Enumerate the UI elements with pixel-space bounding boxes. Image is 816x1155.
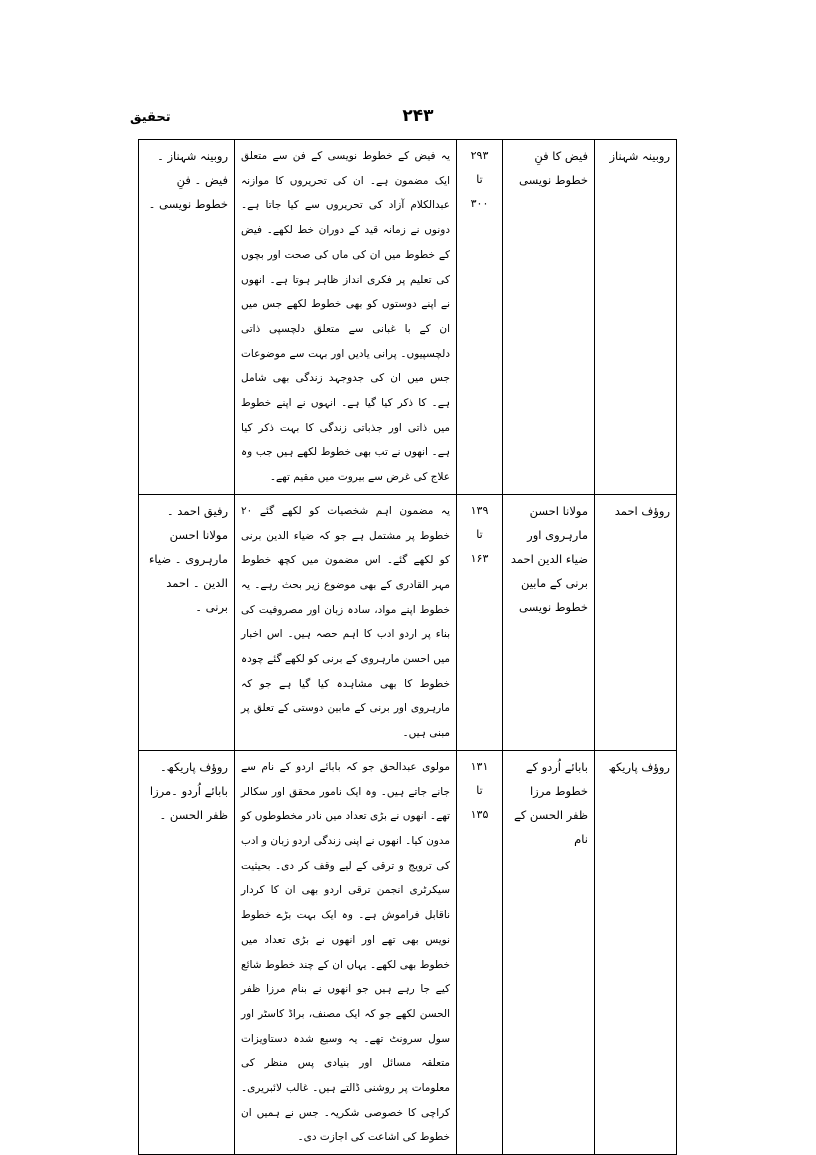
article-title-cell: بابائے اُردو کے خطوط مرزا ظفر الحسن کے نام [503, 750, 595, 1154]
keywords-cell: رفیق احمد ۔ مولانا احسن مارہروی ۔ ضیاء الدین ۔ احمد برنی ۔ [139, 494, 235, 750]
author-cell: روؤف احمد [595, 494, 677, 750]
page-from: ۱۳۱ [470, 759, 489, 773]
page-from: ۲۹۳ [470, 149, 489, 162]
abstract-cell: یہ فیض کے خطوط نویسی کے فن سے متعلق ایک مضمون ہے۔ ان کی تحریروں کا موازنہ عبدالکلام آزاد کی تحریروں سے کیا جاتا ہے۔ دونوں نے زمانہ قید کے دوران خط لکھے۔ فیض کے خطوط میں ان کی ماں کی صحت اور بچوں کی تعلیم پر فکری انداز ظاہر ہوتا ہے۔ انھوں نے اپنے دوستوں کو بھی خطوط لکھے جس میں ان کے با غبانی سے متعلق دلچسپی ذاتی دلچسپیوں۔ پرانی یادیں اور بہت سے موضوعات جس میں ان کی جدوجہد زندگی بھی شامل ہے۔ کا ذکر کیا گیا ہے۔ انہوں نے اپنے خطوط میں ذاتی اور جذباتی زندگی کا بہت ذکر کیا ہے۔ انھوں نے تب بھی خطوط لکھے ہیں جب وہ علاج کی غرض سے بیروت میں مقیم تھے۔ [235, 140, 457, 495]
keywords-cell: روبینہ شہناز ۔فیض ۔ فنِ خطوط نویسی ۔ [139, 140, 235, 495]
pages-cell [457, 750, 503, 1154]
page-from: ۱۳۹ [470, 503, 489, 517]
page-number: ۲۴۳ [402, 106, 434, 126]
keywords-cell: روؤف پاریکھ۔ بابائے اُردو ۔مرزا ظفر الحسن ۔ [139, 750, 235, 1154]
author-cell: روبینہ شہناز [595, 140, 677, 495]
author-cell: روؤف پاریکھ [595, 750, 677, 1154]
page-to: ۱۶۳ [470, 551, 489, 565]
table-row [139, 494, 677, 750]
page-to-label: تا [476, 783, 483, 797]
abstract-cell: یہ مضمون اہم شخصیات کو لکھے گئے ۲۰ خطوط پر مشتمل ہے جو کہ ضیاء الدین برنی کو لکھے گئے۔ اس مضمون میں کچھ خطوط مہر القادری کے بھی موضوع زیر بحث رہے۔ یہ خطوط اپنے مواد، سادہ زبان اور مصروفیت کی بناء پر اردو ادب کا اہم حصہ ہیں۔ اس اخبار میں احسن مارہروی کے برنی کو لکھے گئے چودہ خطوط کا بھی مشاہدہ کیا گیا ہے جو کہ مارہروی اور برنی کے مابین دوستی کے تعلق پر مبنی ہیں۔ [235, 494, 457, 750]
pages-cell [457, 140, 503, 495]
abstract-cell: مولوی عبدالحق جو کہ بابائے اردو کے نام سے جانے جاتے ہیں۔ وہ ایک نامور محقق اور سکالر تھے۔ انھوں نے بڑی تعداد میں نادر مخطوطوں کو مدون کیا۔ انھوں نے اپنی زندگی اردو زبان و ادب کی ترویج و ترقی کے لیے وقف کر دی۔ بحیثیت سیکرٹری انجمن ترقی اردو بھی ان کا کردار ناقابل فراموش ہے۔ وہ ایک بہت بڑے خطوط نویس بھی تھے اور انھوں نے بڑی تعداد میں خطوط بھی لکھے۔ یہاں ان کے چند خطوط شائع کیے جا رہے ہیں جو انھوں نے بنام مرزا ظفر الحسن لکھے جو کہ ایک مصنف، براڈ کاسٹر اور سول سرونٹ تھے۔ یہ وسیع شدہ دستاویزات متعلقہ مسائل اور بنیادی پس منظر کی معلومات پر روشنی ڈالتے ہیں۔ غالب لائبریری۔ کراچی کا خصوصی شکریہ۔ جس نے ہمیں ان خطوط کی اشاعت کی اجازت دی۔ [235, 750, 457, 1154]
table-row [139, 750, 677, 1154]
table-row [139, 140, 677, 495]
article-title-cell: فیض کا فنِ خطوط نویسی [503, 140, 595, 495]
journal-title: تحقیق [130, 110, 171, 125]
article-index-table [138, 139, 677, 1155]
page-to-label: تا [476, 527, 483, 541]
page-to-label: تا [476, 173, 483, 186]
article-title-cell: مولانا احسن مارہروی اور ضیاء الدین احمد برنی کے مابین خطوط نویسی [503, 494, 595, 750]
page-to: ۳۰۰ [470, 197, 489, 210]
page-to: ۱۳۵ [470, 807, 489, 821]
pages-cell [457, 494, 503, 750]
